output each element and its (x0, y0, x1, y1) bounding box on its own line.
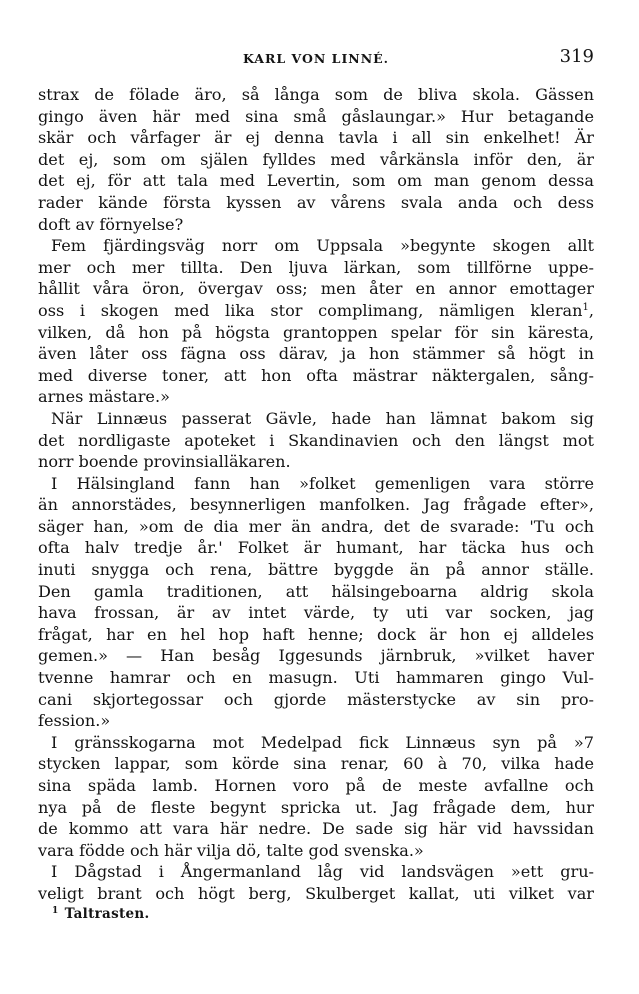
line-text: än annorstädes, besynnerligen manfolken. Jag frågade efter», (38, 495, 594, 515)
line-text: stycken lappar, som körde sina renar, 60 à 70, vilka hade (38, 754, 594, 774)
line-text: I Hälsingland fann han »folket gemenligen vara större (51, 473, 594, 493)
line-text: inuti snygga och rena, bättre byggde än på annor ställe. (38, 560, 594, 580)
line-text: ofta halv tredje år.' Folket är humant, har täcka hus och (38, 538, 594, 558)
line-text: gingo även här med sina små gåslaungar.» Hur betagande (38, 106, 594, 126)
line-text: det ej, som om själen fylldes med vårkänsla inför den, är (38, 149, 594, 169)
text-line (38, 818, 594, 840)
footnote-text: Taltrasten. (64, 906, 150, 922)
line-text: strax de fölade äro, så långa som de bliva skola. Gässen (38, 85, 594, 104)
text-line (38, 516, 594, 538)
text-line (38, 214, 594, 236)
line-text: det ej, för att tala med Levertin, som om man genom dessa (38, 171, 594, 191)
line-text: rader kände första kyssen av vårens svala anda och dess (38, 192, 594, 212)
text-line (38, 602, 594, 624)
line-text: cani skjortegossar och gjorde mästerstycke av sin pro- (38, 689, 594, 709)
text-line (38, 192, 594, 214)
line-text: de kommo att vara här nedre. De sade sig här vid havssidan (38, 819, 594, 839)
line-text: gemen.» — Han besåg Iggesunds järnbruk, »vilket haver (38, 646, 594, 666)
line-text: Fem fjärdingsväg norr om Uppsala »begynte skogen allt (51, 236, 594, 256)
line-text-after: , (588, 300, 594, 320)
text-line (38, 473, 594, 495)
text-line (38, 732, 594, 754)
line-text: oss i skogen med lika stor complimang, nämligen kleran (38, 300, 583, 320)
text-line (38, 710, 594, 732)
line-text: norr boende provinsialläkaren. (38, 452, 291, 472)
text-line (38, 127, 594, 149)
page-number: 319 (559, 46, 594, 67)
text-line (38, 235, 594, 257)
line-text: I Dågstad i Ångermanland låg vid landsvägen »ett gru- (51, 862, 594, 882)
text-line (38, 300, 594, 322)
text-line (38, 343, 594, 365)
line-text: hållit våra öron, övergav oss; men åter en annor emottager (38, 279, 594, 299)
line-text: vilken, då hon på högsta grantoppen spelar för sin käresta, (38, 322, 594, 342)
text-line (38, 883, 594, 905)
text-line (38, 278, 594, 300)
line-text: tvenne hamrar och en masugn. Uti hammaren gingo Vul- (38, 668, 594, 688)
line-text: frågat, har en hel hop haft henne; dock är hon ej alldeles (38, 624, 594, 644)
text-line (38, 753, 594, 775)
text-line (38, 581, 594, 603)
page-header (38, 46, 594, 72)
text-line (38, 840, 594, 862)
text-line (38, 106, 594, 128)
line-text: vara födde och här vilja dö, talte god svenska.» (38, 840, 424, 860)
line-text: När Linnæus passerat Gävle, hade han lämnat bakom sig (51, 408, 594, 428)
line-text: fession.» (38, 711, 111, 731)
text-line (38, 386, 594, 408)
text-line (38, 624, 594, 646)
line-text: sina späda lamb. Hornen voro på de meste avfallne och (38, 776, 594, 795)
text-line (38, 408, 594, 430)
line-text: doft av förnyelse? (38, 214, 184, 234)
line-text: Den gamla traditionen, att hälsingeboarna aldrig skola (38, 581, 594, 601)
text-line (38, 861, 594, 883)
text-line (38, 170, 594, 192)
text-line (38, 322, 594, 344)
text-line (38, 689, 594, 711)
line-text: även låter oss fägna oss därav, ja hon stämmer så högt in (38, 344, 594, 364)
text-line (38, 430, 594, 452)
line-text: veligt brant och högt berg, Skulberget kallat, uti vilket var (38, 883, 594, 903)
line-text: arnes mästare.» (38, 387, 170, 407)
text-line (38, 494, 594, 516)
text-line (38, 797, 594, 819)
line-text: hava frossan, är av intet värde, ty uti var socken, jag (38, 603, 594, 623)
footnote (52, 906, 150, 922)
text-line (38, 84, 594, 106)
footnote-reference: 1 (582, 301, 589, 313)
running-title: KARL VON LINNÉ. (242, 51, 390, 66)
text-line (38, 775, 594, 797)
text-line (38, 149, 594, 171)
footnote-marker: 1 (52, 906, 59, 916)
text-line (38, 257, 594, 279)
line-text: mer och mer tillta. Den ljuva lärkan, som tillförne uppe- (38, 257, 594, 277)
text-line (38, 451, 594, 473)
text-line (38, 559, 594, 581)
line-text: nya på de fleste begynt spricka ut. Jag frågade dem, hur (38, 797, 594, 817)
line-text: med diverse toner, att hon ofta mästrar näktergalen, sång- (38, 365, 594, 385)
body-text (38, 84, 594, 905)
text-line (38, 365, 594, 387)
text-line (38, 667, 594, 689)
line-text: det nordligaste apoteket i Skandinavien och den längst mot (38, 430, 594, 450)
text-line (38, 645, 594, 667)
text-line (38, 537, 594, 559)
line-text: I gränsskogarna mot Medelpad fick Linnæus syn på »7 (51, 732, 594, 752)
line-text: säger han, »om de dia mer än andra, det de svarade: 'Tu och (38, 516, 594, 536)
line-text: skär och vårfager är ej denna tavla i all sin enkelhet! Är (38, 128, 594, 148)
